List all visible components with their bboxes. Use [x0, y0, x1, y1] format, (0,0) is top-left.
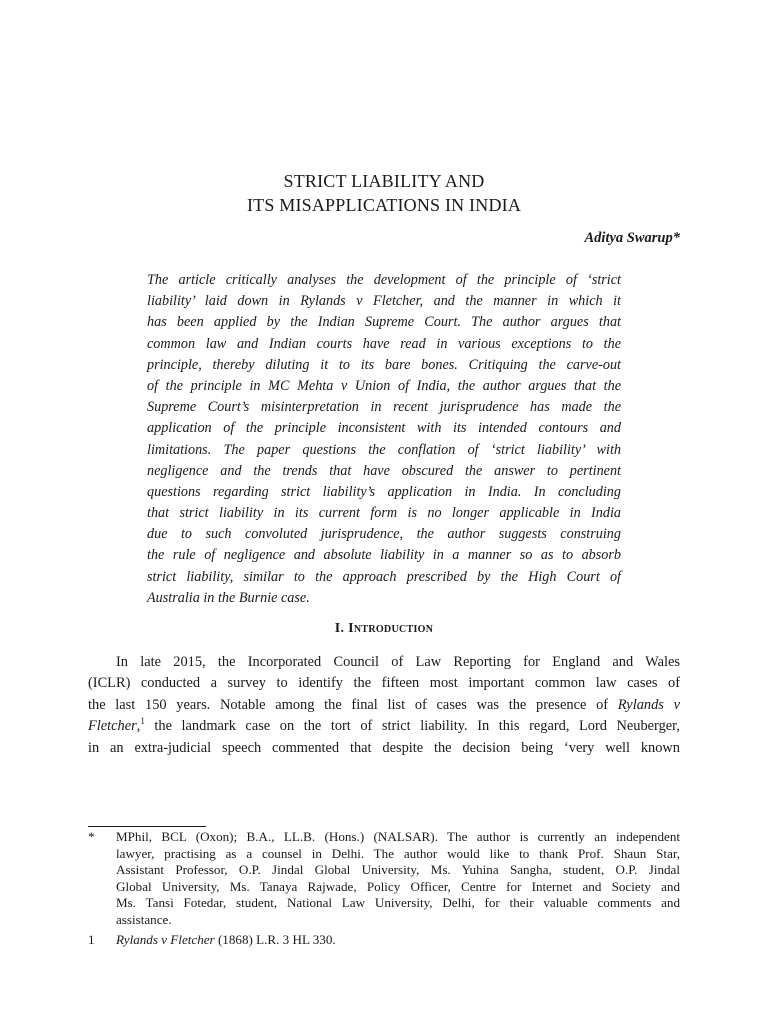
body-line: (ICLR) conducted a survey to identify the fifteen most important common law cases of [88, 675, 680, 692]
abstract-line: has been applied by the Indian Supreme Court. The author argues that [147, 314, 621, 331]
footnote-line: Ms. Tansi Fotedar, student, National Law University, Delhi, for their valuable comments and [116, 895, 680, 911]
abstract-line: questions regarding strict liability’s application in India. In concluding [147, 483, 621, 500]
author-name: Aditya Swarup* [584, 230, 680, 246]
case-name-italic: Rylands v Fletcher [116, 932, 215, 947]
abstract-line: The article critically analyses the development of the principle of ‘strict [147, 272, 621, 288]
section-title: Introduction [348, 621, 434, 636]
footnote-line: assistance. [116, 911, 172, 927]
abstract-line: liability’ laid down in Rylands v Fletcher, and the manner in which it [147, 293, 621, 310]
footnote-reference[interactable]: 1 [140, 716, 145, 727]
section-heading [0, 621, 768, 637]
body-line [88, 695, 680, 716]
footnote-separator [88, 826, 206, 827]
footnote-text [116, 829, 680, 929]
body-text [88, 652, 680, 759]
abstract-line: limitations. The paper questions the conflation of ‘strict liability’ with [147, 441, 621, 458]
body-line: In late 2015, the Incorporated Council of Law Reporting for England and Wales [116, 654, 680, 670]
case-name-italic: Rylands v [617, 696, 680, 713]
citation: (1868) L.R. 3 HL 330. [214, 932, 336, 947]
abstract-line: due to such convoluted jurisprudence, the author suggests construing [147, 526, 621, 543]
abstract-line: the rule of negligence and absolute liability in a manner so as to absorb [147, 547, 621, 564]
body-text-run: the landmark case on the tort of strict liability. In this regard, Lord Neuberger, [144, 718, 680, 735]
body-text-run: the last 150 years. Notable among the final list of cases was the presence of [88, 696, 618, 713]
footnote-line: lawyer, practising as a counsel in Delhi. The author would like to thank Prof. Shaun Star, [116, 845, 680, 861]
footnote-mark: * [88, 829, 95, 844]
body-line: in an extra-judicial speech commented that despite the decision being ‘very well known [88, 739, 680, 756]
abstract-line: of the principle in MC Mehta v Union of India, the author argues that the [147, 377, 621, 394]
footnote-line: Global University, Ms. Tanaya Rajwade, Policy Officer, Centre for Internet and Society and [116, 878, 680, 894]
abstract-line: principle, thereby diluting it to its bare bones. Critiquing the carve-out [147, 356, 621, 373]
footnote-line: MPhil, BCL (Oxon); B.A., LL.B. (Hons.) (NALSAR). The author is currently an independent [116, 829, 680, 844]
abstract-line: negligence and the trends that have obscured the answer to pertinent [147, 462, 621, 479]
footnote-1 [88, 932, 680, 949]
abstract-line: strict liability, similar to the approach prescribed by the High Court of [147, 568, 621, 585]
footnote-line: Assistant Professor, O.P. Jindal Global University, Ms. Yuhina Sangha, student, O.P. Jindal [116, 862, 680, 878]
body-line: Fletcher,$^1$ the landmark case on the tort of strict liability. In this regard, Lord Neuberger, [88, 716, 680, 735]
article-title-line-2: ITS MISAPPLICATIONS IN INDIA [246, 195, 522, 215]
abstract-line: Supreme Court’s misinterpretation in recent jurisprudence has made the [147, 399, 621, 416]
abstract-line: application of the principle inconsistent with its intended contours and [147, 420, 621, 437]
abstract-line: common law and Indian courts have read in various exceptions to the [147, 335, 621, 352]
article-title-line-1: STRICT LIABILITY AND [283, 171, 485, 191]
footnote-mark: 1 [88, 932, 95, 947]
case-name-italic: Fletcher [88, 718, 137, 735]
abstract-line: that strict liability in its current form is no longer applicable in India [147, 505, 621, 522]
footnote-text [116, 932, 680, 949]
abstract-line: Australia in the Burnie case. [147, 589, 310, 606]
abstract [147, 270, 621, 609]
footnote-star [88, 829, 680, 929]
section-number: I. [334, 621, 345, 636]
